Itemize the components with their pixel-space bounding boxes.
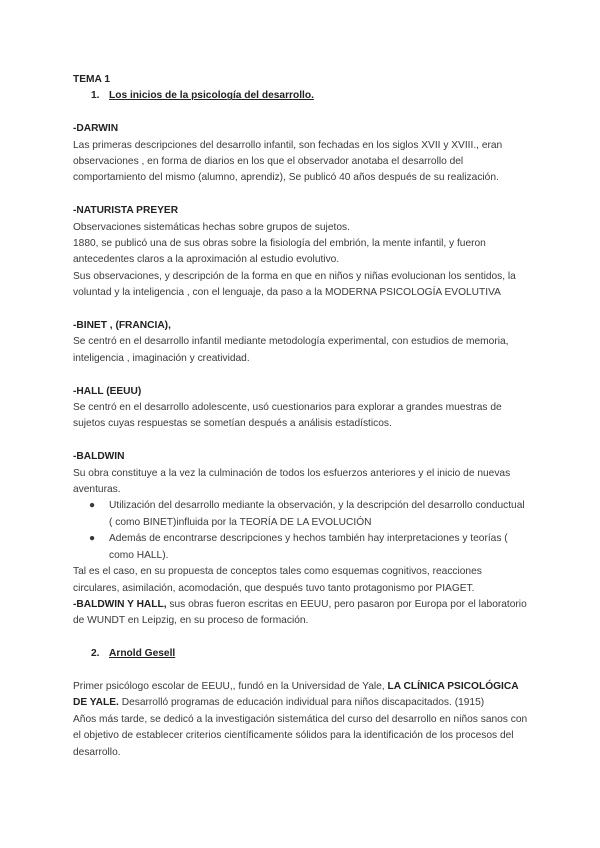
section-1-title: Los inicios de la psicología del desarrollo. [109,90,314,102]
gesell-text-a: Primer psicólogo escolar de EEUU,, fundó en la Universidad de Yale, [73,680,388,692]
hall-heading: -HALL (EEUU) [73,385,142,397]
bullet-icon: ● [89,533,96,545]
section-1-number: 1. [91,90,100,102]
list-item [73,498,529,531]
binet-text: Se centró en el desarrollo infantil mediante metodología experimental, con estudios de memoria, inteligencia , imaginación y creatividad. [73,336,509,364]
list-item-text: Utilización del desarrollo mediante la observación, y la descripción del desarrollo conductual ( como BINET)influida por la TEORÍA DE LA EVOLUCIÓN [109,500,525,528]
preyer-line-2: 1880, se publicó una de sus obras sobre la fisiología del embrión, la mente infantil, y fueron antecedentes claros a la aproximación al estudio evolutivo. [73,238,486,266]
section-2-heading [73,646,529,662]
section-2-number: 2. [91,648,100,660]
bullet-icon: ● [89,500,96,512]
darwin-heading: -DARWIN [73,123,119,135]
list-item-text: Además de encontrarse descripciones y hechos también hay interpretaciones y teorías ( como HALL). [109,533,508,561]
baldwin-hall-text: sus obras fueron escritas en EEUU, pero pasaron por Europa por el laboratorio de WUNDT en Leipzig, en su proceso de formación. [73,598,527,627]
baldwin-heading: -BALDWIN [73,451,125,463]
baldwin-paragraph: Tal es el caso, en su propuesta de conceptos tales como esquemas cognitivos, reacciones circulares, asimilación, acomodación, que después tuvo tanto protagonismo por PIAGET. [73,566,482,594]
gesell-paragraph-1 [73,679,529,712]
darwin-text: Las primeras descripciones del desarrollo infantil, son fechadas en los siglos XVII y XVIII., eran observaciones , en forma de diarios en los que el observador anotaba el desarrollo del comportamiento del mismo (alumno, aprendiz), Se publicó 40 años después de su realización. [73,139,503,184]
baldwin-text: Su obra constituye a la vez la culminación de todos los esfuerzos anteriores y el inicio de nuevas aventuras. [73,467,511,496]
baldwin-bullet-list [73,498,529,564]
gesell-text-c: Desarrolló programas de educación individual para niños discapacitados. (1915) [118,697,485,709]
preyer-line-1: Observaciones sistemáticas hechas sobre grupos de sujetos. [73,221,350,233]
gesell-clinic-name: LA CLÍNICA PSICOLÓGICA DE YALE. [73,680,519,709]
hall-text: Se centró en el desarrollo adolescente, usó cuestionarios para explorar a grandes muestras de sujetos cuyas respuestas se sometían después a análisis estadísticos. [73,402,502,430]
list-item [73,531,529,564]
baldwin-hall-label: -BALDWIN Y HALL, [73,598,167,610]
section-1-heading [73,88,529,104]
gesell-paragraph-2: Años más tarde, se dedicó a la investigación sistemática del curso del desarrollo en niños sanos con el objetivo de establecer criterios científicamente sólidos para la identificación de los procesos del desarrollo. [73,713,528,758]
preyer-line-3: Sus observaciones, y descripción de la forma en que en niños y niñas evolucionan los sentidos, la voluntad y la inteligencia , con el lenguaje, da paso a la MODERNA PSICOLOGÍA EVOLUTIVA [73,270,516,299]
document-content [73,72,529,761]
preyer-heading: -NATURISTA PREYER [73,205,179,217]
baldwin-hall-paragraph [73,597,529,630]
section-2-title: Arnold Gesell [109,648,176,660]
topic-title: TEMA 1 [73,74,110,85]
binet-heading: -BINET , (FRANCIA), [73,320,171,332]
